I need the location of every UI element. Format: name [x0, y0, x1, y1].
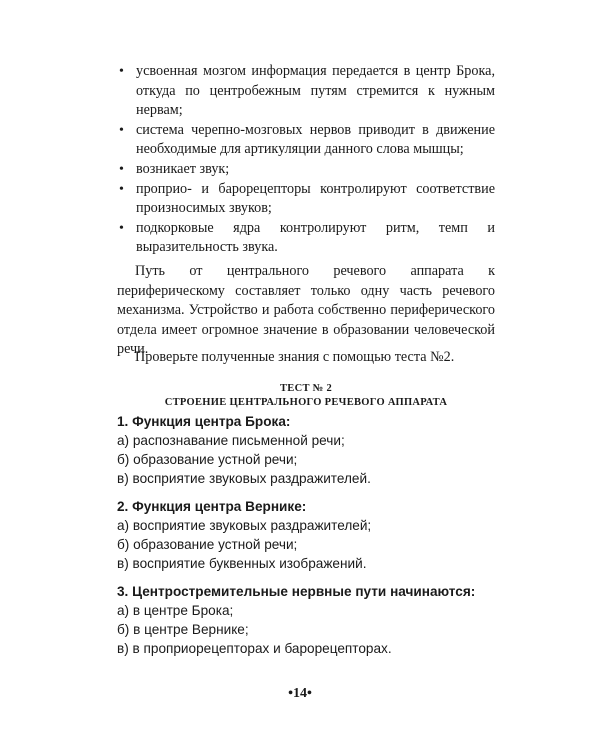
question-title: 1. Функция центра Брока: — [117, 414, 291, 429]
question-block — [117, 582, 495, 658]
test-title: СТРОЕНИЕ ЦЕНТРАЛЬНОГО РЕЧЕВОГО АППАРАТА — [164, 397, 448, 408]
answer-option: а) в центре Брока; — [117, 603, 234, 618]
bullet-icon: • — [119, 220, 124, 236]
bullet-item — [117, 160, 495, 180]
bullet-list — [117, 62, 495, 258]
bullet-text: возникает звук; — [136, 160, 230, 177]
bullet-item — [117, 62, 495, 121]
question-block — [117, 412, 495, 488]
answer-option: а) распознавание письменной речи; — [117, 433, 345, 448]
body-paragraph: Путь от центрального речевого аппарата к периферическому составляет только одну часть речевого механизма. Устройство и работа собственно периферического отдела имеет огромное значение в образовании человеческой речи. — [117, 263, 495, 358]
answer-option: в) в проприорецепторах и барорецепторах. — [117, 641, 392, 656]
answer-option: б) образование устной речи; — [117, 537, 298, 552]
bullet-item — [117, 180, 495, 219]
answer-option: б) образование устной речи; — [117, 452, 298, 467]
answer-option: в) восприятие звуковых раздражителей. — [117, 471, 371, 486]
test-label: ТЕСТ № 2 — [279, 383, 333, 394]
question-title: 3. Центростремительные нервные пути начинаются: — [117, 584, 476, 599]
bullet-text: подкорковые ядра контролируют ритм, темп и выразительность звука. — [136, 219, 495, 256]
bullet-icon: • — [119, 181, 124, 197]
page-number: •14• — [288, 686, 312, 701]
bullet-text: проприо- и барорецепторы контролируют соответствие произносимых звуков; — [136, 180, 495, 217]
bullet-item — [117, 121, 495, 160]
bullet-item — [117, 219, 495, 258]
answer-option: в) восприятие буквенных изображений. — [117, 556, 367, 571]
question-title: 2. Функция центра Вернике: — [117, 499, 307, 514]
question-block — [117, 497, 495, 573]
answer-option: а) восприятие звуковых раздражителей; — [117, 518, 372, 533]
bullet-icon: • — [119, 64, 124, 79]
bullet-text: система черепно-мозговых нервов приводит в движение необходимые для артикуляции данного слова мышцы; — [136, 121, 495, 158]
bullet-icon: • — [119, 122, 124, 138]
answer-option: б) в центре Вернике; — [117, 622, 249, 637]
bullet-icon: • — [119, 161, 124, 177]
bullet-text: усвоенная мозгом информация передается в центр Брока, откуда по центробежным путям стремится к нужным нервам; — [136, 63, 495, 119]
body-paragraph-instruction: Проверьте полученные знания с помощью теста №2. — [135, 349, 455, 365]
